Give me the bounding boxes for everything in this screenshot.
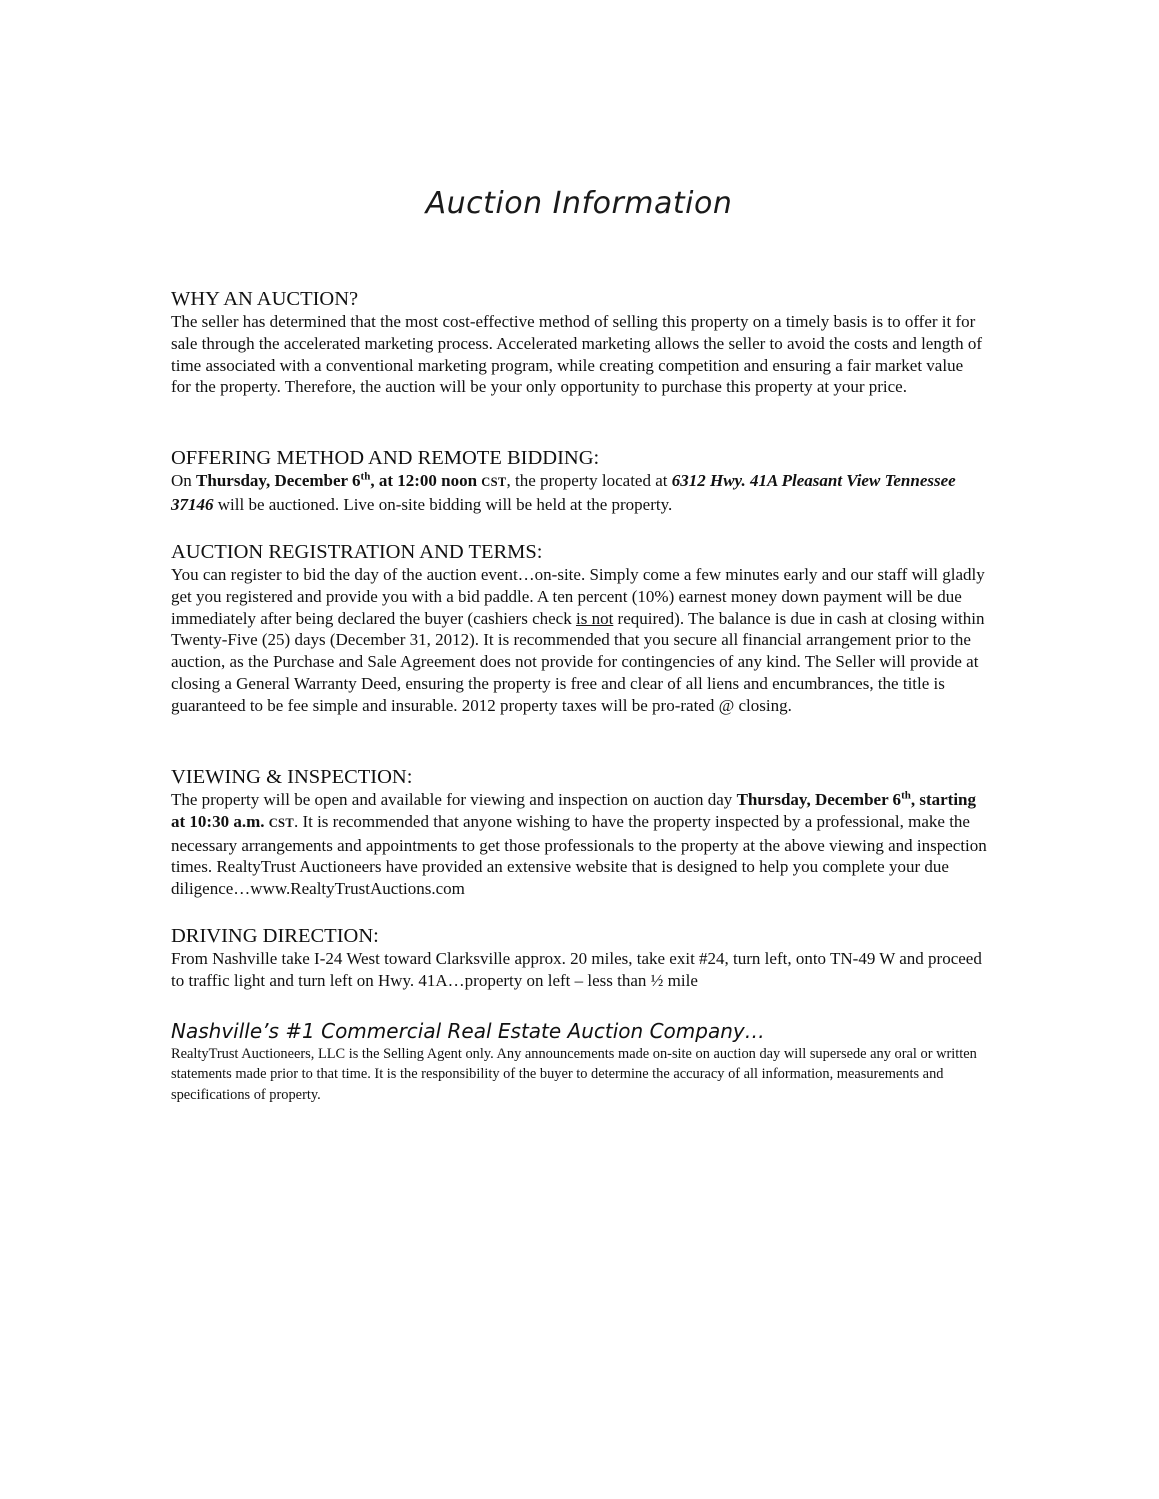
section-heading: OFFERING METHOD AND REMOTE BIDDING: [171, 447, 600, 469]
auction-time: , at 12:00 noon [370, 471, 482, 490]
company-tagline-block [171, 1018, 987, 1105]
section-body [171, 789, 987, 900]
timezone: CST [481, 475, 507, 489]
section-heading: AUCTION REGISTRATION AND TERMS: [171, 541, 543, 563]
section-body: From Nashville take I-24 West toward Clarksville approx. 20 miles, take exit #24, turn left, onto TN-49 W and proceed to traffic light and turn left on Hwy. 41A…property on left – less than ½ mile [171, 949, 982, 990]
section-heading: WHY AN AUCTION? [171, 288, 359, 310]
ordinal-suffix: th [901, 789, 911, 802]
ordinal-suffix: th [360, 470, 371, 483]
section-driving-direction [171, 924, 987, 992]
text-fragment: , the property located at [506, 471, 672, 490]
company-tagline: Nashville’s #1 Commercial Real Estate Auction Company… [171, 1019, 765, 1043]
section-offering-method [171, 446, 987, 516]
section-body [171, 564, 987, 717]
text-fragment: will be auctioned. Live on-site bidding will be held at the property. [213, 494, 673, 514]
section-body [171, 470, 987, 516]
auction-date: Thursday, December 6 [196, 471, 361, 490]
section-heading: VIEWING & INSPECTION: [171, 766, 413, 788]
disclaimer: RealtyTrust Auctioneers, LLC is the Selling Agent only. Any announcements made on-site on auction day will supersede any oral or written statements made prior to that time. It is the responsibility of the buyer to determine the accuracy of all information, measurements and specifications of property. [171, 1046, 977, 1103]
text-fragment: The property will be open and available for viewing and inspection on auction day [171, 790, 737, 809]
text-fragment: You can register to bid the day of the auction event…on-site. Simply come a few minutes early and our staff will gladly get you registered and provide you with a bid paddle. A ten percent (10%) earnest money down payment will be due immediately after being declared the buyer (cashiers check [171, 565, 985, 628]
section-registration-terms [171, 540, 987, 717]
section-why-auction [171, 287, 987, 398]
section-viewing-inspection [171, 765, 987, 900]
viewing-time: , starting at 10:30 a.m. [171, 790, 977, 831]
text-fragment: On [171, 471, 197, 490]
text-fragment: . It is recommended that anyone wishing to have the property inspected by a professional, make the necessary arrangements and appointments to get those professionals to the property at the above viewing and inspection times. RealtyTrust Auctioneers have provided an extensive website that is designed to help you complete your due diligence…www.RealtyTrustAuctions.com [171, 811, 987, 899]
property-address: 6312 Hwy. 41A Pleasant View Tennessee 37146 [171, 471, 956, 514]
viewing-date: Thursday, December 6 [736, 790, 902, 809]
section-body: The seller has determined that the most cost-effective method of selling this property on a timely basis is to offer it for sale through the accelerated marketing process. Accelerated marketing allows the seller to avoid the costs and length of time associated with a conventional marketing program, while creating competition and ensuring a fair market value for the property. Therefore, the auction will be your only opportunity to purchase this property at your price. [171, 312, 982, 397]
page-title: Auction Information [425, 186, 733, 221]
section-heading: DRIVING DIRECTION: [171, 925, 379, 947]
timezone: CST [268, 815, 294, 830]
underlined-text: is not [575, 608, 614, 628]
text-fragment: required). The balance is due in cash at closing within Twenty-Five (25) days (December 31, 2012). It is recommended that you secure all financial arrangement prior to the auction, as the Purchase and Sale Agreement does not provide for contingencies of any kind. The Seller will provide at closing a General Warranty Deed, ensuring the property is free and clear of all liens and encumbrances, the title is guaranteed to be fee simple and insurable. 2012 property taxes will be pro-rated @ closing. [171, 608, 985, 715]
